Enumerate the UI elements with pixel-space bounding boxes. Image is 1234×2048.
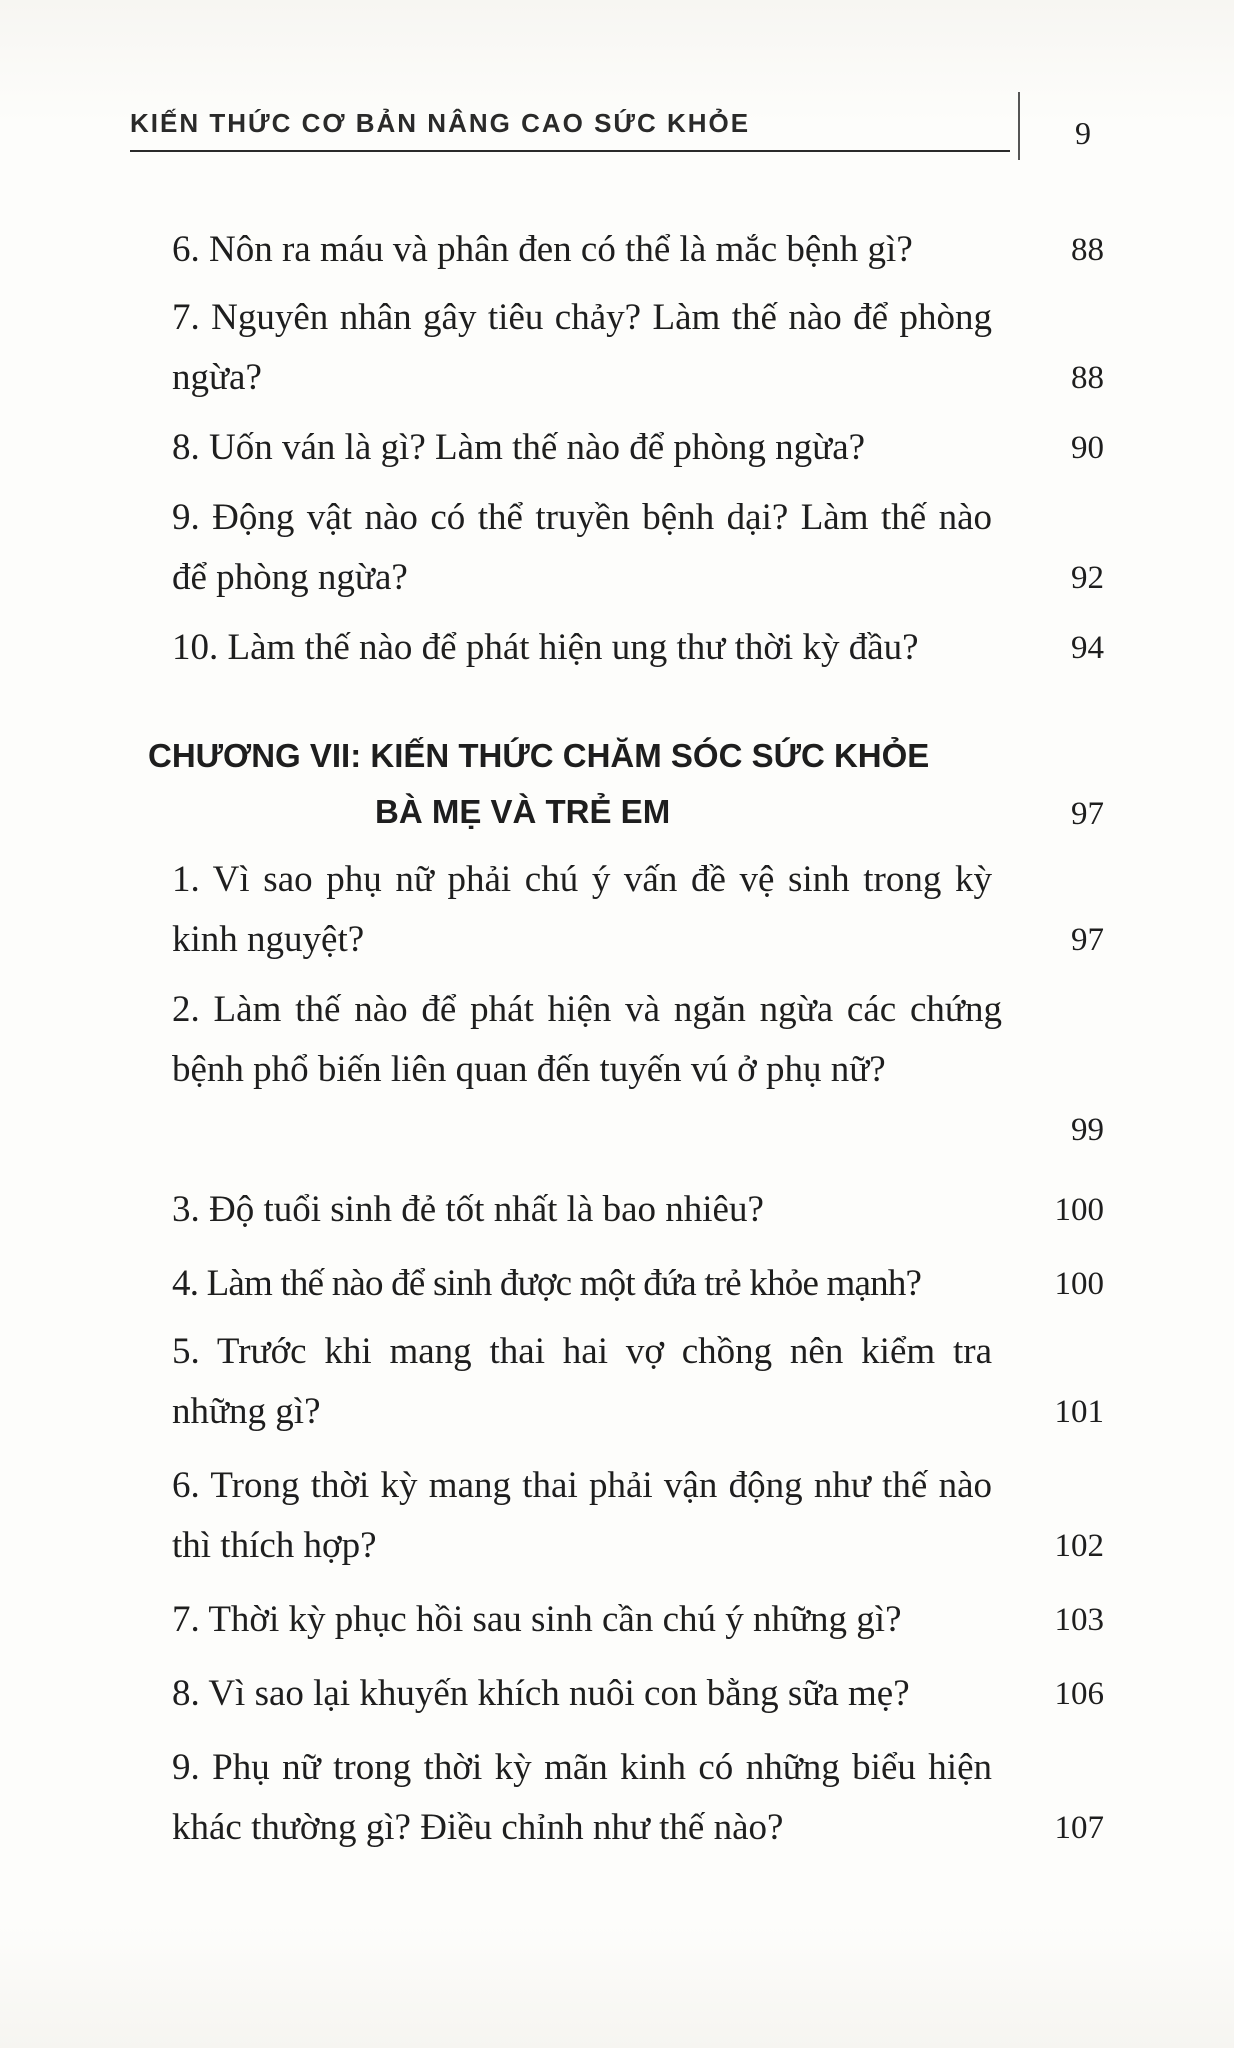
toc-entry-text: 6. Trong thời kỳ mang thai phải vận động như thế nào thì thích hợp? xyxy=(172,1465,992,1566)
toc-entry-page: 106 xyxy=(1054,1676,1104,1712)
toc-entry-page: 97 xyxy=(1071,922,1104,958)
toc-entry-page: 90 xyxy=(1071,430,1104,466)
toc-entry-text: 2. Làm thế nào để phát hiện và ngăn ngừa các chứng bệnh phổ biến liên quan đến tuyến vú ở phụ nữ? xyxy=(172,989,1002,1090)
toc-entry-page: 100 xyxy=(1054,1192,1104,1228)
toc-entry-page: 94 xyxy=(1071,630,1104,666)
toc-entry-text: 1. Vì sao phụ nữ phải chú ý vấn đề vệ sinh trong kỳ kinh nguyệt? xyxy=(172,859,992,960)
toc-entry-page: 100 xyxy=(1054,1266,1104,1302)
toc-entry-page: 101 xyxy=(1054,1394,1104,1430)
toc-entry-page: 88 xyxy=(1071,360,1104,396)
toc-entry-text: 7. Thời kỳ phục hồi sau sinh cần chú ý những gì? xyxy=(172,1599,902,1640)
toc-entry-text: 8. Vì sao lại khuyến khích nuôi con bằng sữa mẹ? xyxy=(172,1673,910,1714)
toc-entry-page: 99 xyxy=(1071,1112,1104,1148)
chapter-page: 97 xyxy=(1071,796,1104,832)
toc-entry-page: 88 xyxy=(1071,232,1104,268)
toc-entry-text: 9. Động vật nào có thể truyền bệnh dại? Làm thế nào để phòng ngừa? xyxy=(172,497,992,598)
page-number: 9 xyxy=(1075,115,1091,151)
running-title: KIẾN THỨC CƠ BẢN NÂNG CAO SỨC KHỎE xyxy=(130,108,751,138)
header-rule xyxy=(130,150,1010,152)
toc-entry-text: 8. Uốn ván là gì? Làm thế nào để phòng ngừa? xyxy=(172,427,866,468)
toc-entry-text: 7. Nguyên nhân gây tiêu chảy? Làm thế nào để phòng ngừa? xyxy=(172,297,992,398)
toc-entry-page: 103 xyxy=(1054,1602,1104,1638)
chapter-subtitle: BÀ MẸ VÀ TRẺ EM xyxy=(375,793,671,830)
toc-entry-text: 3. Độ tuổi sinh đẻ tốt nhất là bao nhiêu? xyxy=(172,1189,764,1230)
toc-entry-text: 4. Làm thế nào để sinh được một đứa trẻ khỏe mạnh? xyxy=(172,1263,922,1304)
toc-entry-text: 9. Phụ nữ trong thời kỳ mãn kinh có những biểu hiện khác thường gì? Điều chỉnh như thế nào? xyxy=(172,1747,992,1848)
toc-entry-text: 10. Làm thế nào để phát hiện ung thư thời kỳ đầu? xyxy=(172,627,919,668)
toc-entry-text: 6. Nôn ra máu và phân đen có thể là mắc bệnh gì? xyxy=(172,229,913,270)
toc-entry-page: 92 xyxy=(1071,560,1104,596)
toc-entry-text: 5. Trước khi mang thai hai vợ chồng nên kiểm tra những gì? xyxy=(172,1331,992,1432)
header-vertical-rule xyxy=(1018,92,1020,160)
toc-entry-page: 107 xyxy=(1054,1810,1104,1846)
toc-entry-page: 102 xyxy=(1054,1528,1104,1564)
chapter-title: CHƯƠNG VII: KIẾN THỨC CHĂM SÓC SỨC KHỎE xyxy=(148,737,930,774)
